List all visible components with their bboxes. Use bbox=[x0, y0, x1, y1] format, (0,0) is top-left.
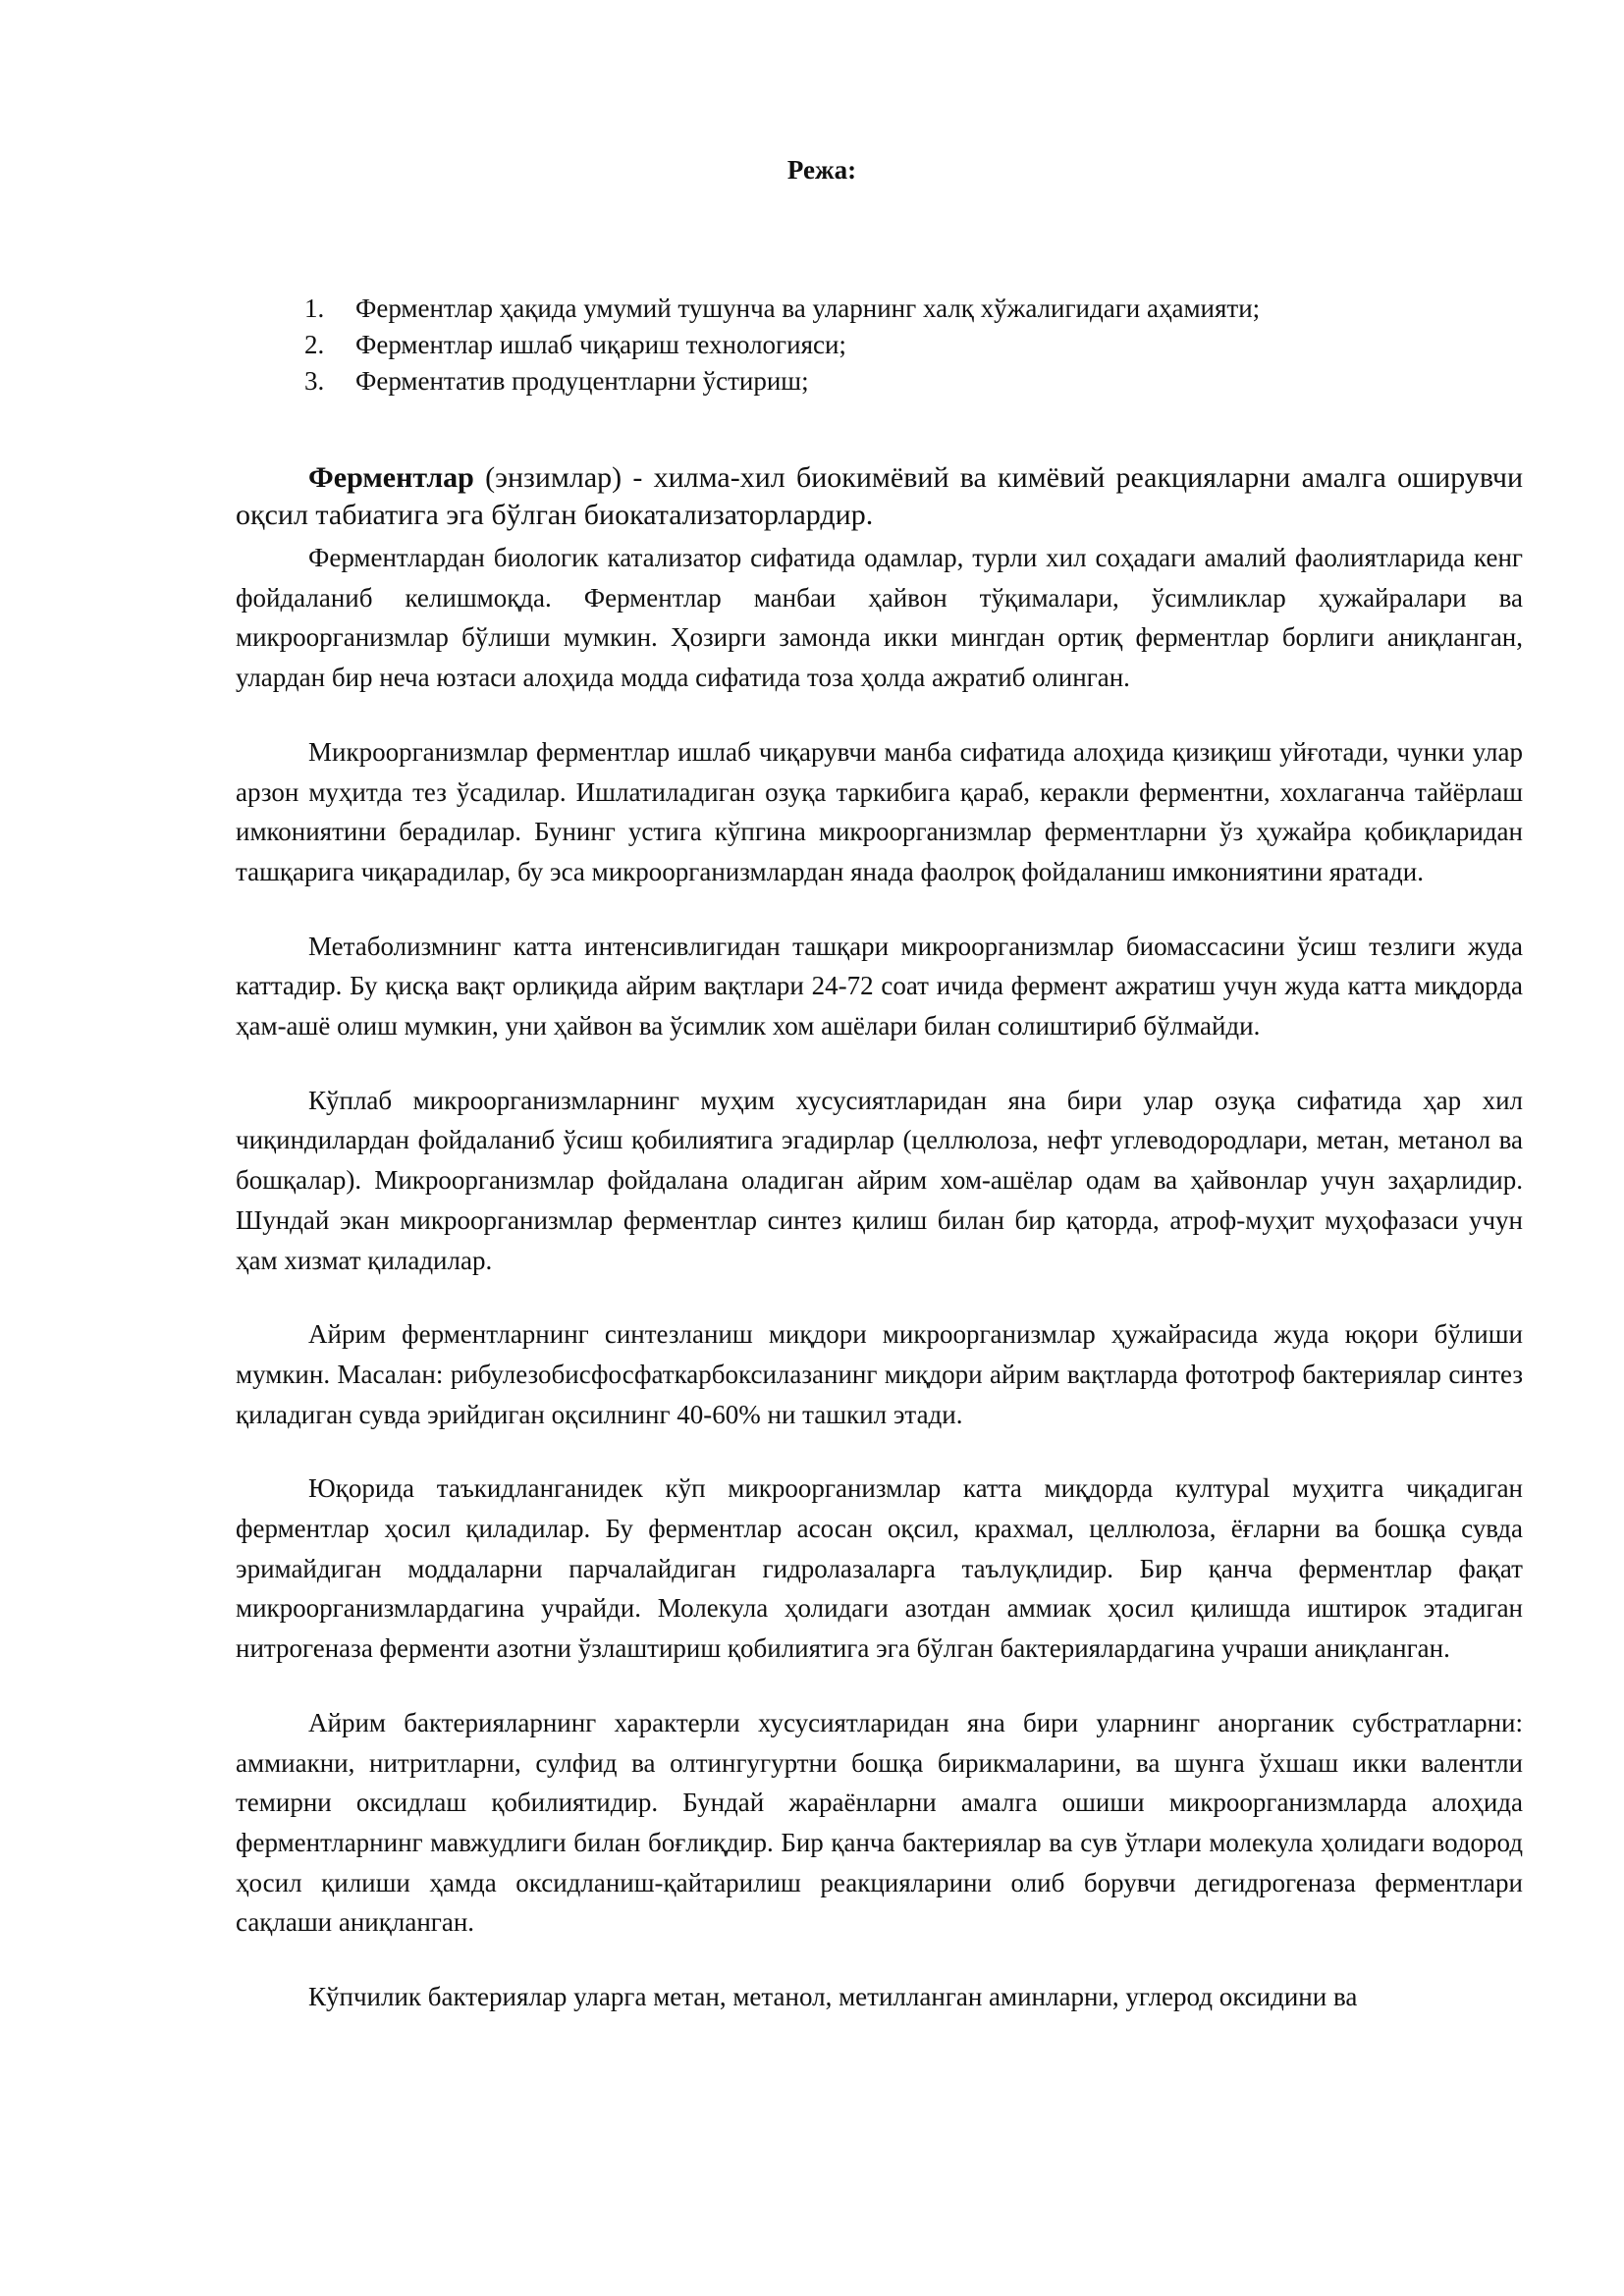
body-paragraph: Кўпчилик бактериялар уларга метан, метанол, метилланган аминларни, углерод оксидини ва bbox=[308, 1982, 1358, 2012]
page-title: Режа: bbox=[786, 155, 857, 185]
body-paragraph: Кўплаб микроорганизмларнинг муҳим хусусиятларидан яна бири улар озуқа сифатида ҳар хил чиқиндилардан фойдаланиб ўсиш қобилиятига эгадирлар (целлюлоза, нефт углеводородлари, метан, метанол ва бошқалар). Микроорганизмлар фойдалана оладиган айрим хом-ашёлар одам ва ҳайвонлар учун заҳарлидир. Шундай экан микроорганизмлар ферментлар синтез қилиш билан бир қаторда, атроф-муҳит муҳофазаси учун ҳам хизмат қиладилар. bbox=[236, 1085, 1523, 1275]
body-paragraph: Юқорида таъкидланганидек кўп микроорганизмлар катта миқдорда култураl муҳитга чиқадиган ферментлар ҳосил қиладилар. Бу ферментлар асосан оқсил, крахмал, целлюлоза, ёғларни ва бошқа сувда эримайдиган моддаларни парчалайдиган гидролазаларга таълуқлидир. Бир қанча ферментлар фақат микроорганизмлардагина учрайди. Молекула ҳолидаги азотдан аммиак ҳосил қилишда иштирок этадиган нитрогеназа ферменти азотни ўзлаштириш қобилиятига эга бўлган бактериялардагина учраши аниқланган. bbox=[236, 1473, 1523, 1664]
plan-item bbox=[304, 327, 1483, 363]
body-paragraph: Айрим бактерияларнинг характерли хусусиятларидан яна бири уларнинг анорганик субстратларни: аммиакни, нитритларни, сулфид ва олтингугуртни бошқа бирикмаларини, ва шунга ўхшаш икки валентли темирни оксидлаш қобилиятидир. Бундай жараёнларни амалга ошиши микроорганизмларда алоҳида ферментларнинг мавжудлиги билан боғлиқдир. Бир қанча бактериялар ва сув ўтлари молекула ҳолидаги водород ҳосил қилиши ҳамда оксидланиш-қайтарилиш реакцияларини олиб борувчи дегидрогеназа ферментлари сақлаши аниқланган. bbox=[236, 1707, 1523, 1938]
intro-definition: (энзимлар) - хилма-хил биокимёвий ва кимёвий реакцияларни амалга оширувчи оқсил табиатига эга бўлган биокатализаторлардир. bbox=[236, 461, 1523, 531]
body-paragraph: Ферментлардан биологик катализатор сифатида одамлар, турли хил соҳадаги амалий фаолиятларида кенг фойдаланиб келишмоқда. Ферментлар манбаи ҳайвон тўқималари, ўсимликлар ҳужайралари ва микроорганизмлар бўлиши мумкин. Ҳозирги замонда икки мингдан ортиқ ферментлар борлиги аниқланган, улардан бир неча юзтаси алоҳида модда сифатида тоза ҳолда ажратиб олинган. bbox=[236, 543, 1523, 693]
intro-paragraph bbox=[236, 459, 1523, 534]
body-paragraph: Метаболизмнинг катта интенсивлигидан ташқари микроорганизмлар биомассасини ўсиш тезлиги жуда каттадир. Бу қисқа вақт орлиқида айрим вақтлари 24-72 соат ичида фермент ажратиш учун жуда катта миқдорда ҳам-ашё олиш мумкин, уни ҳайвон ва ўсимлик хом ашёлари билан солиштириб бўлмайди. bbox=[236, 931, 1523, 1041]
plan-item-text: Ферментлар ҳақида умумий тушунча ва уларнинг халқ хўжалигидаги аҳамияти; bbox=[355, 294, 1261, 323]
plan-item-number: 3. bbox=[304, 366, 325, 396]
plan-item bbox=[304, 291, 1483, 327]
plan-list bbox=[304, 291, 1483, 400]
plan-item bbox=[304, 363, 1483, 400]
body-paragraph: Микроорганизмлар ферментлар ишлаб чиқарувчи манба сифатида алоҳида қизиқиш уйғотади, чунки улар арзон муҳитда тез ўсадилар. Ишлатиладиган озуқа таркибига қараб, керакли ферментни, хохлаганча тайёрлаш имкониятини берадилар. Бунинг устига кўпгина микроорганизмлар ферментларни ўз ҳужайра қобиқларидан ташқарига чиқарадилар, бу эса микроорганизмлардан янада фаолроқ фойдаланиш имкониятини яратади. bbox=[236, 736, 1523, 886]
intro-term: Ферментлар bbox=[308, 461, 474, 494]
document-body bbox=[236, 459, 1523, 2017]
plan-item-number: 2. bbox=[304, 330, 325, 359]
body-paragraph: Айрим ферментларнинг синтезланиш миқдори микроорганизмлар ҳужайрасида жуда юқори бўлиши мумкин. Масалан: рибулезобисфосфаткарбоксилазанинг миқдори айрим вақтларда фототроф бактериялар синтез қиладиган сувда эрийдиган оқсилнинг 40-60% ни ташкил этади. bbox=[236, 1319, 1523, 1429]
plan-item-number: 1. bbox=[304, 294, 325, 323]
plan-item-text: Ферментлар ишлаб чиқариш технологияси; bbox=[355, 330, 846, 359]
plan-item-text: Ферментатив продуцентларни ўстириш; bbox=[355, 366, 809, 396]
